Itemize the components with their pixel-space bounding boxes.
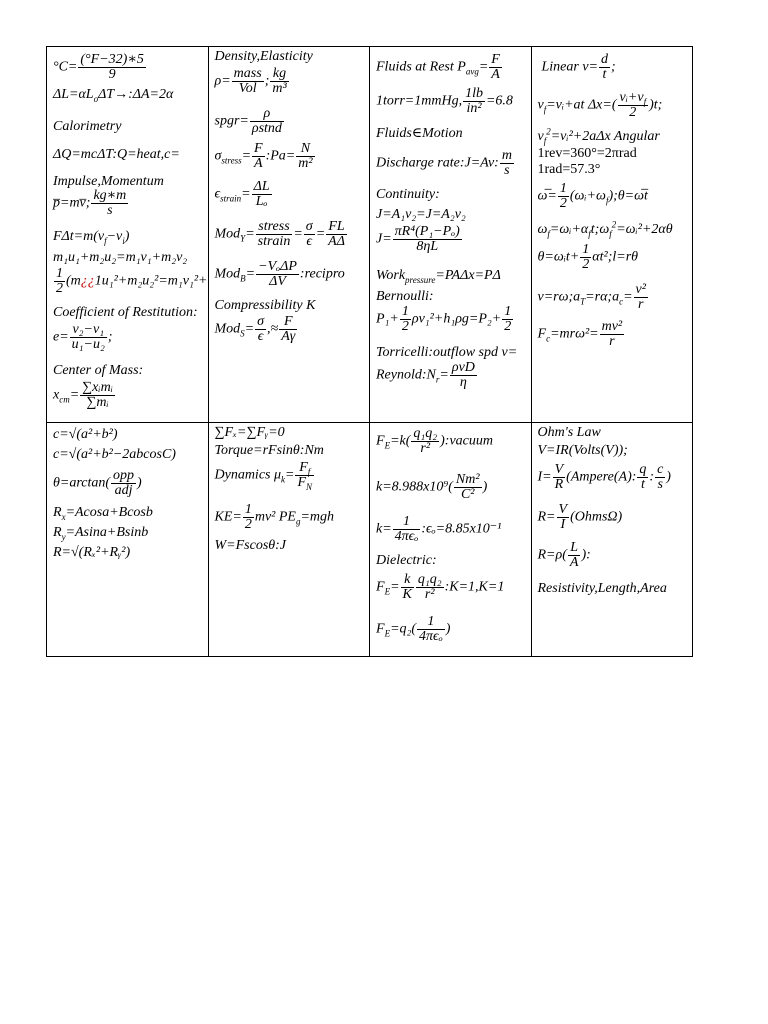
formula-friction-coefficient: Dynamics $\mu_k=$ $\frac{F_f}{F_N}$	[214, 460, 313, 492]
formula-bulk-modulus: Mod$_B$= −VₒΔP ΔV :recipro	[214, 259, 345, 289]
formula-heat: ΔQ=mcΔT:Q=heat,c=	[53, 147, 180, 162]
formula-restitution: e= $\frac{\text{v₂−v₁}}{\text{u₁−u₂}}$ ;	[53, 322, 113, 352]
formula-youngs-modulus: Mod$_Y$= stress strain = $\frac{\sigma}{\epsilon}$ = $\frac{FL}{A\Delta}$	[214, 219, 345, 249]
formula-continuity: J=A₁v₂=J=A₂v₂	[376, 207, 466, 222]
cell-fluids	[370, 47, 532, 423]
formula-arctan: θ=arctan( opp adj )	[53, 468, 142, 498]
formula-center-of-mass: $x_{cm}=$ ∑xᵢmᵢ ∑mᵢ	[53, 380, 113, 410]
cell-density-elasticity	[208, 47, 370, 423]
formula-radian: 1rad=57.3°	[537, 162, 601, 177]
formula-ry: $R_y=Asina+Bsinb$	[53, 525, 149, 542]
formula-specific-gravity: spgr= ρ ρstnd	[214, 106, 282, 136]
formula-work-pressure: Work$_{pressure}$=PAΔx=PΔ	[376, 268, 501, 285]
formula-permittivity: k= 1 4πϵₒ :ϵₒ=8.85x10⁻¹	[376, 514, 502, 544]
label-resistivity-length-area: Resistivity,Length,Area	[537, 581, 667, 596]
formula-conservation-momentum: m₁u₁+m₂u₂=m₁v₁+m₂v₂	[53, 250, 188, 265]
formula-shear-modulus: Mod$_S$= $\frac{\sigma}{\epsilon}$ ,≈ $\frac{F}{A\gamma}$	[214, 314, 296, 344]
formula-stress: $\sigma_{stress}=$ $\frac{F}{A}$ :Pa= $\frac{N}{\text{m²}}$	[214, 141, 313, 171]
formula-ohms-law: V=IR(Volts(V));	[537, 443, 628, 458]
table-row	[47, 47, 693, 423]
formula-equilibrium: ∑Fₓ=∑Fᵧ=0	[214, 425, 285, 440]
formula-strain: $\epsilon_{strain}=$ $\frac{\Delta L}{\text{Lₒ}}$	[214, 179, 270, 209]
formula-kinetic-potential-energy: KE= $\frac{1}{2}$ mv² $PE_g=mgh$	[214, 502, 335, 532]
formula-resistivity: R=ρ( $\frac{L}{A}$ ):	[537, 540, 591, 570]
formula-velocity-squared: $v_f^2=vᵢ^2+2a\Delta x$ Angular	[537, 126, 660, 146]
heading-continuity: Continuity:	[376, 187, 440, 202]
cell-vectors	[47, 423, 209, 657]
formula-revolution: 1rev=360°=2πrad	[537, 146, 637, 161]
formula-momentum: p̅=mv̅; $\frac{kg∗m}{s}$	[53, 188, 127, 218]
cell-circuits	[531, 423, 693, 657]
heading-fluids-motion: Fluids∈Motion	[376, 126, 463, 141]
formula-tangential-acceleration: $v=r\omega;a_T=r\alpha;a_c=$ $\frac{\text{v²}}{r}$	[537, 282, 646, 312]
formula-poiseuille: J= $\frac{\text{πR⁴(P₁−Pₒ)}}{8\eta L}$	[376, 224, 460, 254]
formula-linear-velocity: Linear v= $\frac{d}{t}$ ;	[541, 52, 616, 82]
formula-bernoulli: P₁+ $\frac{1}{2}$ ρv₁²+h₁ρg=P₂+ $\frac{1}{2}$	[376, 304, 512, 334]
formula-torr: 1torr=1mmHg, $\frac{1lb}{\text{in²}}$ =6.8	[376, 86, 513, 116]
cell-dynamics	[208, 423, 370, 657]
formula-angular-velocity: $\omega_f=\omega ᵢ+\alpha_ft;\omega_f^2=\omega ᵢ^2+2\alpha\theta$	[537, 219, 673, 239]
formula-force-q2: $F_E=q_2$( 1 4πϵₒ )	[376, 614, 451, 644]
heading-calorimetry: Calorimetry	[53, 119, 122, 134]
formula-dielectric-force: $F_E=$ $\frac{k}{K}$ $\frac{\text{q₁q₂}}{\text{r²}}$ :K=1,K=1	[376, 572, 505, 602]
formula-impulse: $F\Delta t=m(v_f-v_i)$	[53, 229, 130, 246]
heading-impulse: Impulse,Momentum	[53, 174, 164, 189]
heading-restitution: Coefficient of Restitution:	[53, 305, 198, 320]
formula-kinetic-energy-conservation: $\frac{1}{2}$ (m¿¿1u₁²+m₂u₂²=m₁v₁²+	[56, 266, 208, 296]
formula-table	[46, 46, 693, 657]
formula-coulomb: $F_E=k$( $\frac{\text{q₁q₂}}{\text{r²}}$ ):vacuum	[376, 426, 493, 456]
heading-ohms-law: Ohm's Law	[537, 425, 601, 440]
formula-current: I= $\frac{V}{R}$ (Ampere(A): $\frac{q}{t}$ : $\frac{c}{s}$ )	[537, 462, 671, 492]
formula-thermal-expansion: $\Delta L=\alpha L_o\Delta T\to:\Delta A=2\alpha$	[53, 87, 174, 104]
formula-rx: $R_x=Acosa+Bcosb$	[53, 505, 153, 522]
formula-angular-displacement: θ=ωᵢt+ $\frac{1}{2}$ αt²;l=rθ	[537, 242, 639, 272]
formula-torque: Torque=rFsinθ:Nm	[214, 443, 324, 458]
cell-linear-angular-motion	[531, 47, 693, 423]
cell-electrostatics	[370, 423, 532, 657]
heading-center-of-mass: Center of Mass:	[53, 363, 144, 378]
cell-kinematics-thermo	[47, 47, 209, 423]
formula-final-velocity: $v_f=vᵢ+at$ Δx=( $\frac{vᵢ+v_f}{2}$ )t;	[537, 90, 663, 120]
heading-dielectric: Dielectric:	[376, 553, 437, 568]
formula-torricelli: Torricelli:outflow spd v=	[376, 345, 518, 360]
formula-coulomb-constant: k=8.988x10⁹( $\frac{\text{Nm²}}{\text{C²}}$ )	[376, 472, 488, 502]
table-row	[47, 423, 693, 657]
formula-resultant: R=√(Rₓ²+Rᵧ²)	[53, 545, 131, 560]
formula-discharge-rate: Discharge rate:J=Av: $\frac{m}{s}$	[376, 148, 512, 178]
formula-average-angular-velocity: ω̅= $\frac{1}{2}$ $(\omega ᵢ+\omega_f);\theta=\omega̅t$	[537, 181, 648, 211]
formula-celsius: °C= $\frac{(^\circ F-32)∗5}{9}$	[53, 52, 144, 82]
formula-pythagorean: c=√(a²+b²)	[53, 427, 118, 442]
heading-bernoulli: Bernoulli:	[376, 289, 434, 304]
formula-density: ρ= mass Vol ; $\frac{kg}{\text{m³}}$	[214, 66, 287, 96]
formula-resistance: R= $\frac{V}{I}$ (OhmsΩ)	[537, 502, 623, 532]
formula-centripetal-force: $F_c=mr\omega^2=$ $\frac{\text{mv²}}{r}$	[537, 319, 623, 349]
formula-pressure-average: Fluids at Rest $P_{avg}=$ $\frac{F}{A}$	[376, 52, 500, 82]
heading-compressibility: Compressibility K	[214, 298, 316, 313]
heading-density-elasticity: Density,Elasticity	[214, 49, 313, 64]
formula-reynolds: $Reynold:N_r=$ ρvD η	[376, 360, 475, 390]
formula-law-of-cosines: c=√(a²+b²−2abcosC)	[53, 447, 176, 462]
formula-work: W=Fscosθ:J	[214, 538, 287, 553]
